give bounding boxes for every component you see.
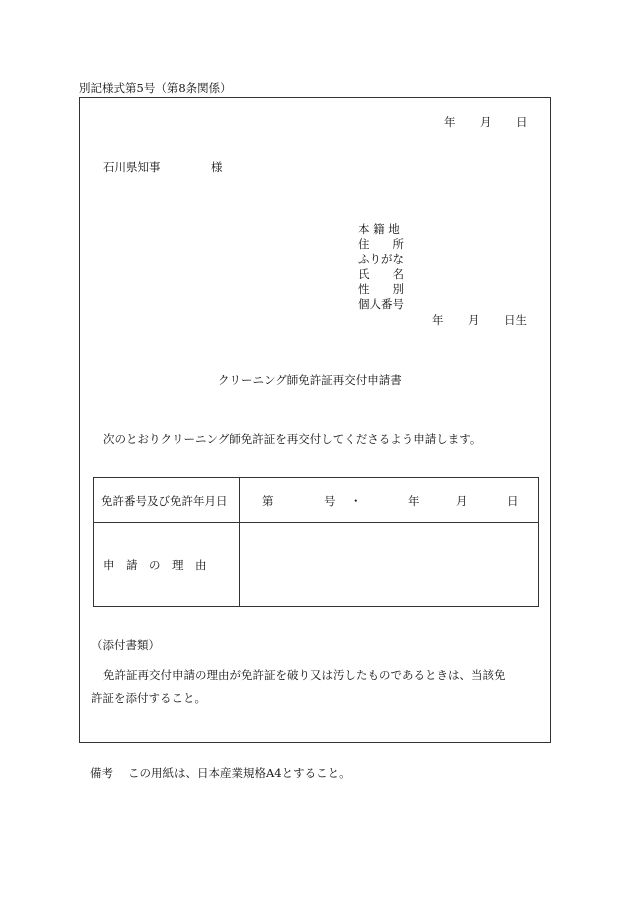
addressee-name: 石川県知事 xyxy=(103,160,161,174)
field-honseki: 本 籍 地 xyxy=(358,222,400,236)
license-number-go: 号 xyxy=(324,494,336,508)
date-month: 月 xyxy=(480,115,492,129)
birth-year: 年 xyxy=(432,313,444,327)
form-title: クリーニング師免許証再交付申請書 xyxy=(218,373,402,387)
reason-label: 申 請 の 理 由 xyxy=(103,558,207,572)
field-name: 氏 名 xyxy=(358,267,404,281)
application-statement: 次のとおりクリーニング師免許証を再交付してくださるよう申請します。 xyxy=(103,432,482,446)
footer-note-text: この用紙は、日本産業規格A4とすること。 xyxy=(128,766,351,780)
license-table xyxy=(93,477,539,607)
attachments-heading: （添付書類） xyxy=(91,638,160,652)
license-number-separator: ・ xyxy=(350,494,362,508)
footer-note-label: 備考 xyxy=(90,766,113,780)
form-label: 別記様式第5号（第8条関係） xyxy=(79,81,232,95)
date-year: 年 xyxy=(444,115,456,129)
attachments-line-2: 許証を添付すること。 xyxy=(91,691,206,705)
license-number-dai: 第 xyxy=(262,494,274,508)
field-sex: 性 別 xyxy=(358,282,404,296)
license-date-month: 月 xyxy=(456,494,468,508)
field-furigana: ふりがな xyxy=(358,252,404,266)
birth-day: 日生 xyxy=(504,313,527,327)
license-number-label: 免許番号及び免許年月日 xyxy=(101,494,228,508)
attachments-line-1: 免許証再交付申請の理由が免許証を破り又は汚したものであるときは、当該免 xyxy=(103,668,506,682)
field-address: 住 所 xyxy=(358,237,404,251)
license-date-year: 年 xyxy=(408,494,420,508)
field-personal-number: 個人番号 xyxy=(358,297,404,311)
license-date-day: 日 xyxy=(507,494,519,508)
addressee-honorific: 様 xyxy=(211,160,223,174)
table-column-divider xyxy=(239,478,240,606)
birth-month: 月 xyxy=(468,313,480,327)
date-day: 日 xyxy=(516,115,528,129)
table-row-divider xyxy=(94,522,538,523)
